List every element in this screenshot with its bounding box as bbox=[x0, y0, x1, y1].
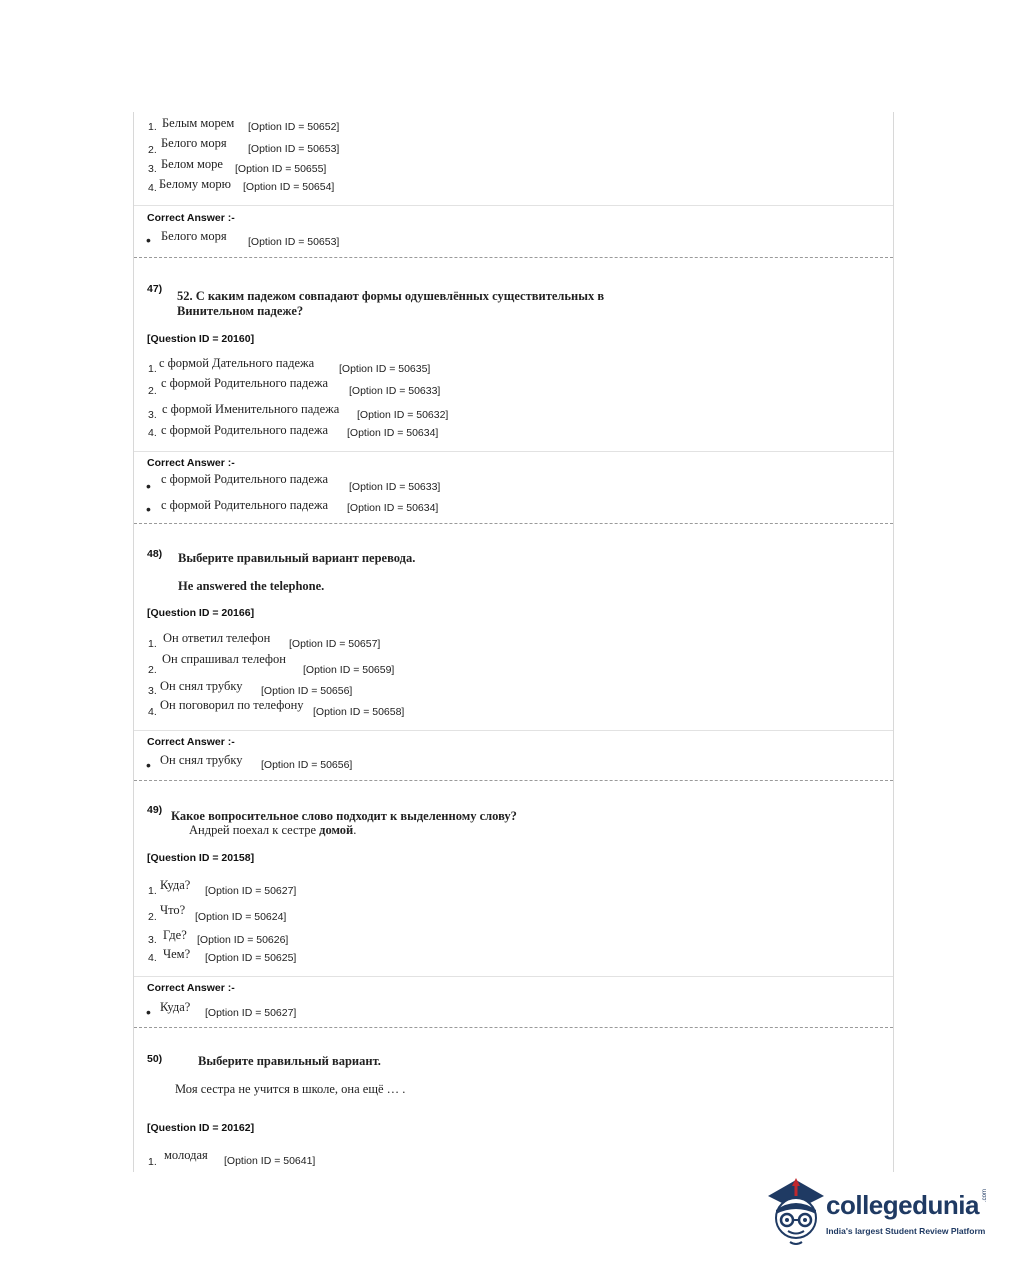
option-id: [Option ID = 50626] bbox=[197, 934, 289, 946]
option-id: [Option ID = 50641] bbox=[224, 1155, 316, 1167]
highlighted-word: домой bbox=[319, 823, 354, 837]
question-text-cont bbox=[189, 823, 356, 838]
option-number: 4. bbox=[148, 706, 157, 718]
option-text: с формой Именительного падежа bbox=[162, 402, 340, 416]
answer-text: Белого моря bbox=[161, 229, 227, 243]
option-text: с формой Родительного падежа bbox=[161, 423, 329, 437]
logo-domain: .com bbox=[982, 1188, 988, 1202]
option-id: [Option ID = 50627] bbox=[205, 885, 297, 897]
correct-answer-label: Correct Answer :- bbox=[147, 736, 235, 748]
question-separator bbox=[134, 523, 893, 524]
option-id: [Option ID = 50659] bbox=[303, 664, 395, 676]
option-number: 2. bbox=[148, 664, 157, 676]
answer-option-id: [Option ID = 50627] bbox=[205, 1007, 297, 1019]
question-text-cont: Винительном падеже? bbox=[177, 304, 304, 318]
question-separator bbox=[134, 1027, 893, 1028]
answer-text: с формой Родительного падежа bbox=[161, 498, 329, 512]
divider bbox=[134, 976, 893, 977]
collegedunia-logo bbox=[766, 1176, 996, 1248]
option-number: 3. bbox=[148, 934, 157, 946]
logo-wordmark: collegedunia bbox=[826, 1190, 979, 1220]
answer-option-id: [Option ID = 50633] bbox=[349, 481, 441, 493]
option-number: 2. bbox=[148, 385, 157, 397]
answer-option-id: [Option ID = 50656] bbox=[261, 759, 353, 771]
option-text: Белого моря bbox=[161, 136, 227, 150]
option-text: с формой Родительного падежа bbox=[161, 376, 329, 390]
question-separator bbox=[134, 780, 893, 781]
option-text: Белому морю bbox=[159, 177, 232, 191]
option-id: [Option ID = 50625] bbox=[205, 952, 297, 964]
question-text: Выберите правильный вариант перевода. bbox=[178, 551, 416, 565]
correct-answer-label: Correct Answer :- bbox=[147, 982, 235, 994]
question-id: [Question ID = 20162] bbox=[147, 1122, 255, 1134]
divider bbox=[134, 730, 893, 731]
option-number: 3. bbox=[148, 409, 157, 421]
question-text-cont: He answered the telephone. bbox=[178, 579, 325, 593]
option-number: 4. bbox=[148, 427, 157, 439]
option-text: Он ответил телефон bbox=[163, 631, 271, 645]
option-id: [Option ID = 50632] bbox=[357, 409, 449, 421]
option-id: [Option ID = 50654] bbox=[243, 181, 335, 193]
option-text: Чем? bbox=[163, 947, 191, 961]
question-text: 52. С каким падежом совпадают формы одушевлённых существительных в bbox=[177, 289, 605, 303]
option-number: 4. bbox=[148, 952, 157, 964]
question-id: [Question ID = 20158] bbox=[147, 852, 255, 864]
option-number: 2. bbox=[148, 144, 157, 156]
option-text: Что? bbox=[160, 903, 186, 917]
option-text: Он снял трубку bbox=[160, 679, 243, 693]
question-text-part: Андрей поехал к сестре bbox=[189, 823, 320, 837]
option-id: [Option ID = 50655] bbox=[235, 163, 327, 175]
option-text: Где? bbox=[163, 928, 187, 942]
question-number: 50) bbox=[147, 1053, 163, 1065]
option-number: 1. bbox=[148, 363, 157, 375]
answer-text: с формой Родительного падежа bbox=[161, 472, 329, 486]
option-text: Белым морем bbox=[162, 116, 235, 130]
answer-bullet: • bbox=[146, 501, 151, 517]
option-number: 4. bbox=[148, 182, 157, 194]
answer-option-id: [Option ID = 50634] bbox=[347, 502, 439, 514]
question-text: Какое вопросительное слово подходит к выделенному слову? bbox=[171, 809, 517, 823]
answer-bullet: • bbox=[146, 232, 151, 248]
option-number: 2. bbox=[148, 911, 157, 923]
answer-bullet: • bbox=[146, 757, 151, 773]
logo-tagline: India's largest Student Review Platform bbox=[826, 1226, 986, 1236]
question-number: 48) bbox=[147, 548, 163, 560]
answer-option-id: [Option ID = 50653] bbox=[248, 236, 340, 248]
option-number: 1. bbox=[148, 1156, 157, 1168]
question-text: Выберите правильный вариант. bbox=[198, 1054, 381, 1068]
question-number: 49) bbox=[147, 804, 163, 816]
question-separator bbox=[134, 257, 893, 258]
option-text: Белом море bbox=[161, 157, 223, 171]
correct-answer-label: Correct Answer :- bbox=[147, 212, 235, 224]
option-id: [Option ID = 50658] bbox=[313, 706, 405, 718]
option-number: 3. bbox=[148, 163, 157, 175]
answer-sheet bbox=[133, 112, 894, 1172]
option-id: [Option ID = 50652] bbox=[248, 121, 340, 133]
option-id: [Option ID = 50657] bbox=[289, 638, 381, 650]
option-id: [Option ID = 50624] bbox=[195, 911, 287, 923]
question-number: 47) bbox=[147, 283, 163, 295]
option-text: Куда? bbox=[160, 878, 191, 892]
option-id: [Option ID = 50634] bbox=[347, 427, 439, 439]
option-number: 1. bbox=[148, 885, 157, 897]
option-text: Он поговорил по телефону bbox=[160, 698, 304, 712]
answer-bullet: • bbox=[146, 1004, 151, 1020]
answer-text: Куда? bbox=[160, 1000, 191, 1014]
question-text-part: . bbox=[353, 823, 357, 837]
option-text: молодая bbox=[164, 1148, 208, 1162]
divider bbox=[134, 451, 893, 452]
answer-text: Он снял трубку bbox=[160, 753, 243, 767]
mascot-icon bbox=[766, 1176, 826, 1248]
option-id: [Option ID = 50633] bbox=[349, 385, 441, 397]
option-text: с формой Дательного падежа bbox=[159, 356, 315, 370]
option-number: 1. bbox=[148, 638, 157, 650]
option-number: 3. bbox=[148, 685, 157, 697]
option-id: [Option ID = 50656] bbox=[261, 685, 353, 697]
option-id: [Option ID = 50653] bbox=[248, 143, 340, 155]
answer-bullet: • bbox=[146, 478, 151, 494]
question-text-cont: Моя сестра не учится в школе, она ещё … . bbox=[175, 1082, 406, 1096]
option-number: 1. bbox=[148, 121, 157, 133]
option-id: [Option ID = 50635] bbox=[339, 363, 431, 375]
correct-answer-label: Correct Answer :- bbox=[147, 457, 235, 469]
question-id: [Question ID = 20166] bbox=[147, 607, 255, 619]
option-text: Он спрашивал телефон bbox=[162, 652, 286, 666]
divider bbox=[134, 205, 893, 206]
question-id: [Question ID = 20160] bbox=[147, 333, 255, 345]
